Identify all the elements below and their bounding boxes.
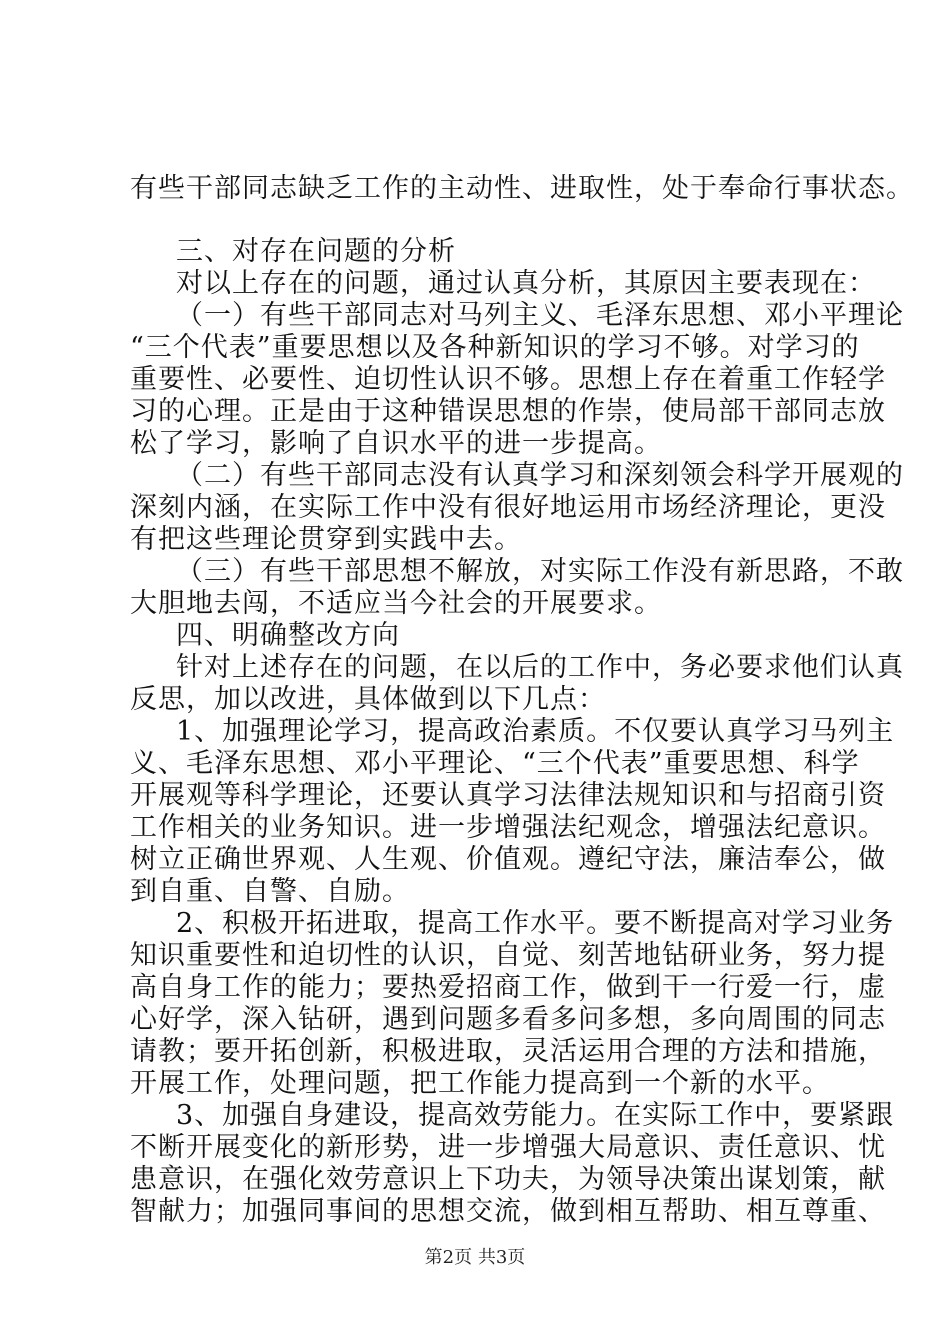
text-line: “三个代表”重要思想以及各种新知识的学习不够。对学习的 [130, 332, 860, 363]
text-line: 不断开展变化的新形势，进一步增强大局意识、责任意识、忧 [130, 1132, 886, 1163]
text-line: 针对上述存在的问题，在以后的工作中，务必要求他们认真 [176, 652, 904, 683]
text-line: 大胆地去闯，不适应当今社会的开展要求。 [130, 588, 662, 619]
text-line: 树立正确世界观、人生观、价值观。遵纪守法，廉洁奉公，做 [130, 844, 886, 875]
text-line: （二）有些干部同志没有认真学习和深刻领会科学开展观的 [176, 460, 904, 491]
text-line: 有把这些理论贯穿到实践中去。 [130, 524, 522, 555]
text-line: 有些干部同志缺乏工作的主动性、进取性，处于奉命行事状态。 [130, 173, 914, 204]
text-line: 到自重、自警、自励。 [130, 876, 410, 907]
text-line: （三）有些干部思想不解放，对实际工作没有新思路，不敢 [176, 556, 904, 587]
text-line: 习的心理。正是由于这种错误思想的作崇，使局部干部同志放 [130, 396, 886, 427]
text-line: 义、毛泽东思想、邓小平理论、“三个代表”重要思想、科学 [130, 748, 860, 779]
text-line: 智献力；加强同事间的思想交流，做到相互帮助、相互尊重、 [130, 1196, 886, 1227]
text-line: 深刻内涵，在实际工作中没有很好地运用市场经济理论，更没 [130, 492, 886, 523]
text-line: （一）有些干部同志对马列主义、毛泽东思想、邓小平理论 [176, 300, 904, 331]
text-line: 知识重要性和迫切性的认识，自觉、刻苦地钻研业务，努力提 [130, 940, 886, 971]
text-line: 2、积极开拓进取，提高工作水平。要不断提高对学习业务 [176, 908, 895, 939]
section-heading: 三、对存在问题的分析 [176, 236, 456, 267]
text-line: 重要性、必要性、迫切性认识不够。思想上存在着重工作轻学 [130, 364, 886, 395]
page-indicator: 第2页 共3页 [424, 1247, 526, 1268]
text-line: 开展工作，处理问题，把工作能力提高到一个新的水平。 [130, 1068, 830, 1099]
text-line: 开展观等科学理论，还要认真学习法律法规知识和与招商引资 [130, 780, 886, 811]
text-line: 对以上存在的问题，通过认真分析，其原因主要表现在： [176, 268, 876, 299]
text-line: 3、加强自身建设，提高效劳能力。在实际工作中，要紧跟 [176, 1100, 895, 1131]
text-line: 心好学，深入钻研，遇到问题多看多问多想，多向周围的同志 [130, 1004, 886, 1035]
text-line: 反思，加以改进，具体做到以下几点： [130, 684, 606, 715]
text-line: 请教；要开拓创新，积极进取，灵活运用合理的方法和措施， [130, 1036, 886, 1067]
text-line: 高自身工作的能力；要热爱招商工作，做到干一行爱一行，虚 [130, 972, 886, 1003]
text-line: 1、加强理论学习，提高政治素质。不仅要认真学习马列主 [176, 716, 895, 747]
section-heading: 四、明确整改方向 [176, 620, 400, 651]
text-line: 松了学习，影响了自识水平的进一步提高。 [130, 428, 662, 459]
text-line: 患意识，在强化效劳意识上下功夫，为领导决策出谋划策，献 [130, 1164, 886, 1195]
text-line: 工作相关的业务知识。进一步增强法纪观念，增强法纪意识。 [130, 812, 886, 843]
